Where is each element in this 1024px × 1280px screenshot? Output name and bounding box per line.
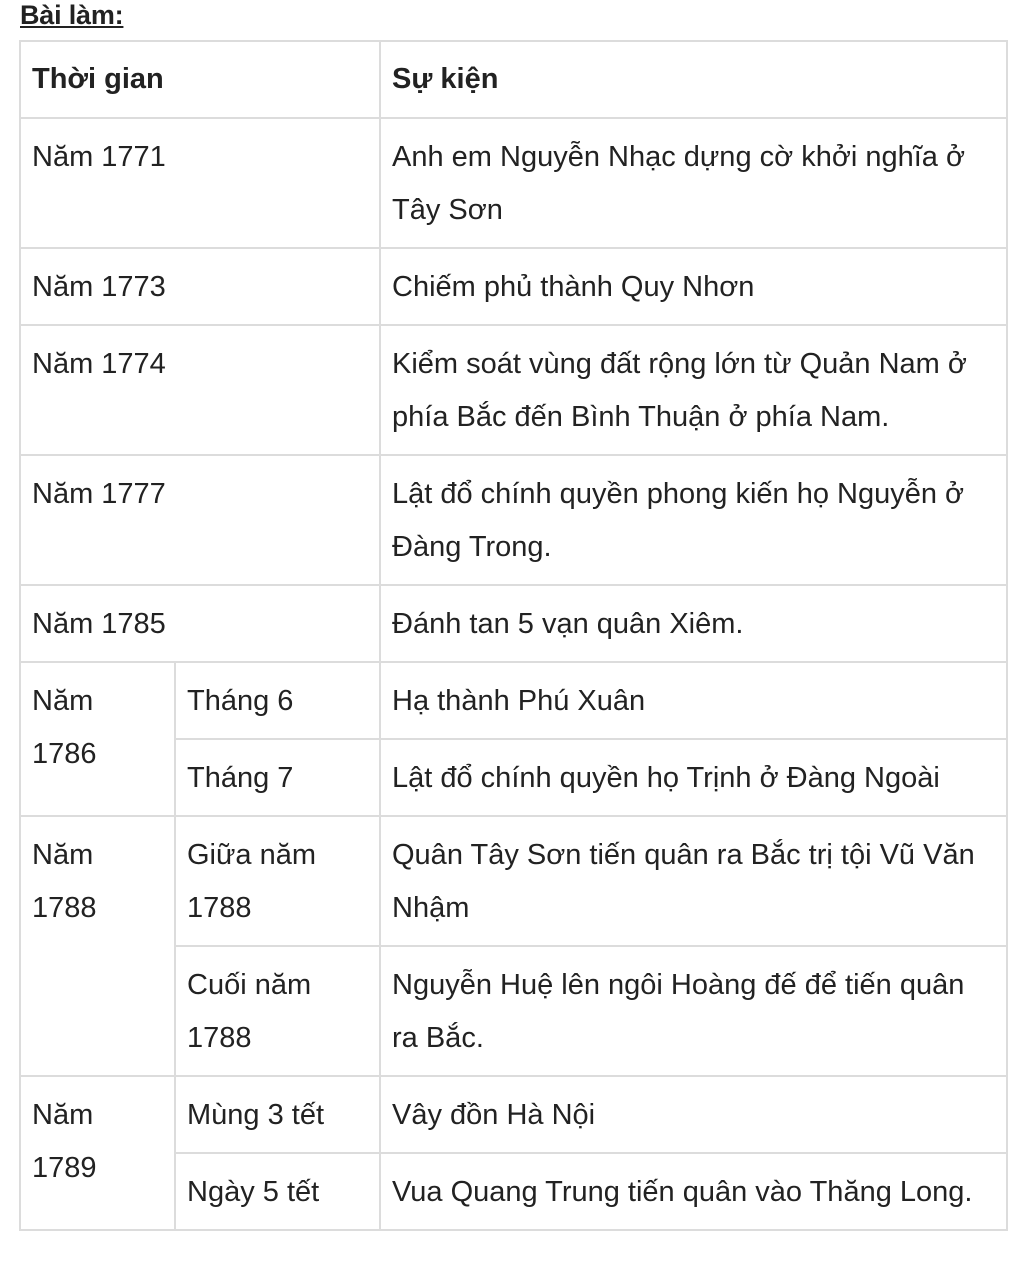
period-cell: Tháng 6: [175, 662, 380, 739]
table-row: [20, 118, 1007, 248]
header-time: Thời gian: [20, 41, 380, 118]
event-cell: Đánh tan 5 vạn quân Xiêm.: [380, 585, 1007, 662]
event-cell: Vua Quang Trung tiến quân vào Thăng Long.: [380, 1153, 1007, 1230]
table-header-row: [20, 41, 1007, 118]
table-row: [20, 585, 1007, 662]
period-cell: Cuối năm 1788: [175, 946, 380, 1076]
event-cell: Nguyễn Huệ lên ngôi Hoàng đế để tiến quân ra Bắc.: [380, 946, 1007, 1076]
event-cell: Hạ thành Phú Xuân: [380, 662, 1007, 739]
year-cell: Năm 1785: [20, 585, 380, 662]
year-cell: Năm 1788: [20, 816, 175, 1076]
year-cell: Năm 1774: [20, 325, 380, 455]
table-row: [20, 248, 1007, 325]
table-row: [20, 816, 1007, 946]
year-cell: Năm 1773: [20, 248, 380, 325]
event-cell: Vây đồn Hà Nội: [380, 1076, 1007, 1153]
event-cell: Anh em Nguyễn Nhạc dựng cờ khởi nghĩa ở Tây Sơn: [380, 118, 1007, 248]
table-row: [20, 1076, 1007, 1153]
event-cell: Quân Tây Sơn tiến quân ra Bắc trị tội Vũ Văn Nhậm: [380, 816, 1007, 946]
year-cell: Năm 1771: [20, 118, 380, 248]
period-cell: Giữa năm 1788: [175, 816, 380, 946]
table-row: [20, 662, 1007, 739]
event-cell: Lật đổ chính quyền phong kiến họ Nguyễn ở Đàng Trong.: [380, 455, 1007, 585]
period-cell: Tháng 7: [175, 739, 380, 816]
year-cell: Năm 1789: [20, 1076, 175, 1230]
period-cell: Ngày 5 tết: [175, 1153, 380, 1230]
timeline-table: [19, 40, 1008, 1231]
header-event: Sự kiện: [380, 41, 1007, 118]
event-cell: Kiểm soát vùng đất rộng lớn từ Quản Nam ở phía Bắc đến Bình Thuận ở phía Nam.: [380, 325, 1007, 455]
event-cell: Lật đổ chính quyền họ Trịnh ở Đàng Ngoài: [380, 739, 1007, 816]
year-cell: Năm 1777: [20, 455, 380, 585]
year-cell: Năm 1786: [20, 662, 175, 816]
period-cell: Mùng 3 tết: [175, 1076, 380, 1153]
table-row: [20, 325, 1007, 455]
page-heading: Bài làm:: [20, 0, 124, 30]
event-cell: Chiếm phủ thành Quy Nhơn: [380, 248, 1007, 325]
table-row: [20, 455, 1007, 585]
